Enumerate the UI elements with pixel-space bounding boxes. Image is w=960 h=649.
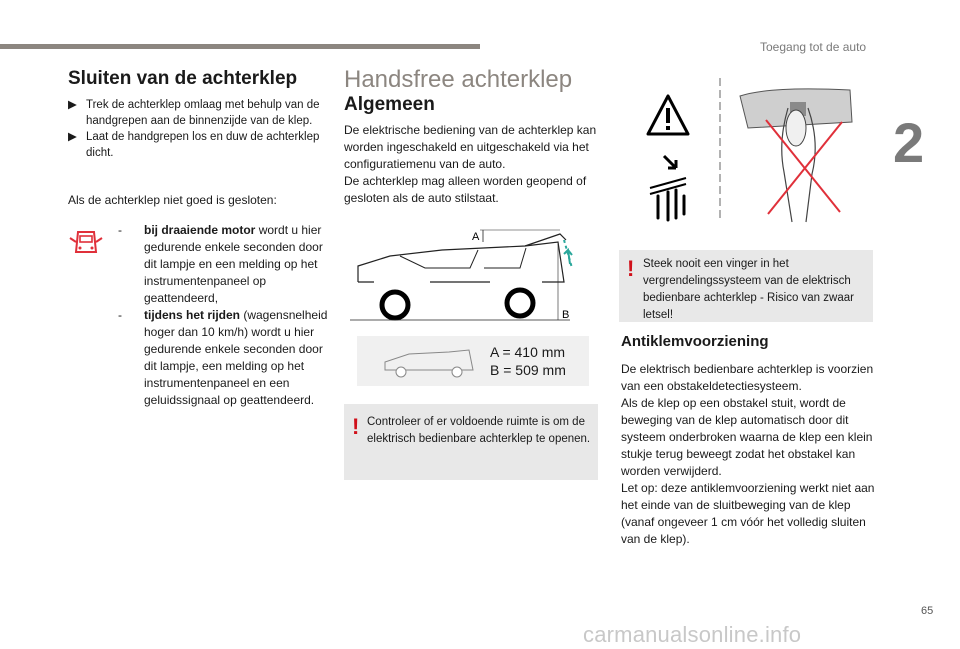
bullet-text: Laat de handgrepen los en duw de achterklep dicht. [86,131,320,159]
divider-dashed [716,78,724,220]
right-body: De elektrisch bedienbare achterklep is voorzien van een obstakeldetectiesysteem. Als de klep op een obstakel stuit, wordt de beweging van de klep automatisch door dit systeem onderbroken waarna de klep een klein stukje terug beweegt zodat het obstakel kan worden verwijderd. Let op: deze antiklemvoorziening werkt niet aan het einde van de sluitbeweging van de klep (vanaf ongeveer 1 cm vóór het volledig sluiten van de klep). [621,362,875,546]
case-bold: bij draaiende motor [144,223,256,237]
left-title: Sluiten van de achterklep [68,68,298,89]
case-item [118,222,328,307]
warning-text: Steek nooit een vinger in het vergrendelingssysteem van de elektrisch bedienbare achterklep - Risico van zwaar letsel! [643,258,854,321]
warning-box-space [344,404,598,480]
case-item [118,307,328,409]
chapter-number: 2 [893,111,925,174]
bullet-marker-icon: ▶ [68,131,77,143]
case-dash: - [118,223,122,237]
header-rule [0,44,480,49]
case-list [118,222,328,409]
section-title: Toegang tot de auto [760,40,867,54]
case-text: wordt u hier gedurende enkele seconden door dit lampje en een melding op het instrumentenpaneel op geattendeerd, [144,223,323,305]
tailgate-dimension-diagram [350,220,590,330]
left-intro: Als de achterklep niet goed is gesloten: [68,193,277,207]
case-bold: tijdens het rijden [144,308,241,322]
section-subtitle: Antiklemvoorziening [621,333,769,350]
case-dash: - [118,308,122,322]
bullet-marker-icon: ▶ [68,99,77,111]
warning-mark-icon: ! [627,256,635,281]
label-b: B [562,309,570,321]
warning-mark-icon: ! [352,414,360,439]
dimension-b: B = 509 mm [490,362,566,378]
handsfree-title: Handsfree achterklep [344,66,573,93]
bullet-text: Trek de achterklep omlaag met behulp van de handgrepen aan de binnenzijde van de klep. [86,99,320,127]
warning-triangle-icon [644,92,692,140]
middle-body: De elektrische bediening van de achterklep kan worden ingeschakeld en uitgeschakeld via het configuratiemenu van de auto. De achterklep mag alleen worden geopend of gesloten als de auto stilstaat. [344,123,597,205]
warning-text: Controleer of er voldoende ruimte is om de elektrisch bedienbare achterklep te openen. [367,416,591,445]
case-text: (wagensnelheid hoger dan 10 km/h) wordt u hier gedurende enkele seconden door dit lampje, een melding op het instrumentenpaneel en een geluidssignaal op geattendeerd. [144,308,328,407]
latch-finger-prohibited-illustration [730,82,870,232]
section-subtitle: Algemeen [344,94,435,115]
dimension-a: A = 410 mm [490,344,566,360]
hand-pinch-icon [646,152,696,224]
bullet-item [68,129,328,161]
warning-box-finger [619,250,873,322]
label-a: A [472,231,480,243]
car-open-door-warning-icon [68,224,104,260]
page-number: 65 [921,605,934,617]
bullet-item [68,97,328,129]
car-silhouette-icon [379,342,479,382]
watermark: carmanualsonline.info [583,622,802,647]
dimension-panel [357,336,589,386]
